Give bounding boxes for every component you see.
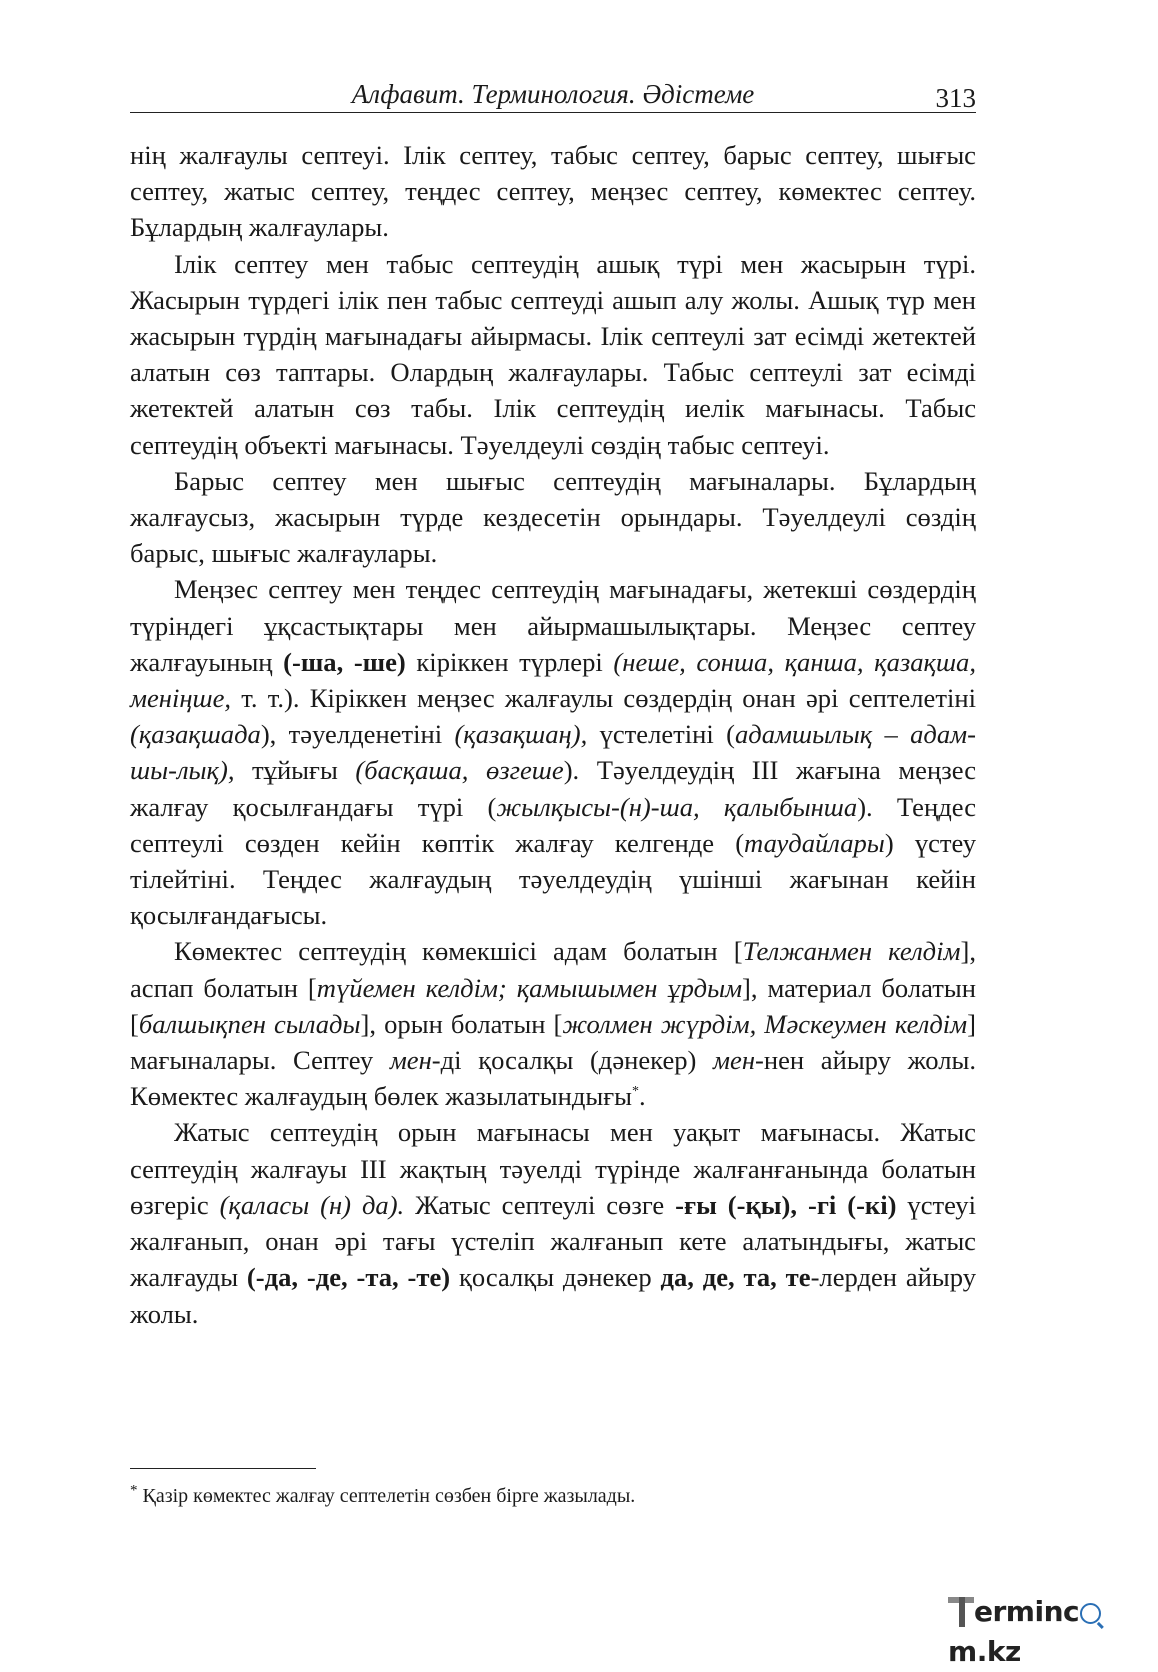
text-run: ). Тәуелдеудің ІІІ жағына меңзес жалғау қосылғандағы түрі (	[130, 755, 976, 822]
body-paragraph	[130, 463, 976, 572]
text-run: қосалқы дәнекер	[450, 1262, 661, 1293]
text-run: т. т.). Кіріккен меңзес жалғаулы сөздердің онан әрі септелетіні	[231, 683, 976, 714]
text-run: үстеуі жалғанып, онан әрі тағы үстеліп жалғанып кете алатындығы, жатыс жалғауды	[130, 1189, 976, 1293]
text-run: (-ша, -ше)	[283, 646, 406, 677]
text-run: Меңзес септеу мен теңдес септеудің мағынадағы, жетекші сөздердің түріндегі ұқсастықтары мен айырмашылықтары. Меңзес септеу жалғауының	[130, 574, 976, 677]
body-paragraph	[130, 933, 976, 1114]
text-run: ) үстеу тілейтіні. Теңдес жалғаудың тәуелдеудің үшінші жағынан кейін қосылғандағысы.	[130, 827, 976, 931]
body-text	[130, 137, 976, 1332]
text-run: (неше, сонша, қанша, қазақша, меніңше,	[130, 646, 976, 714]
text-run: Жатыс септеулі сөзге	[404, 1189, 676, 1220]
text-run: (қазақшаң),	[454, 719, 588, 750]
text-run: ], материал болатын [	[130, 972, 976, 1039]
watermark-text: ermincm	[948, 1595, 1102, 1668]
text-run: -ді қосалқы (дәнекер)	[431, 1045, 714, 1076]
footnote-reference: *	[632, 1084, 640, 1100]
text-run: мен	[389, 1045, 432, 1076]
text-run: Телжанмен келдім	[742, 936, 961, 967]
text-run: балшықпен сылады	[138, 1008, 361, 1039]
text-run: .	[639, 1081, 646, 1112]
body-paragraph	[130, 571, 976, 933]
footnote-marker: *	[130, 1482, 138, 1499]
text-run: Жатыс септеудің орын мағынасы мен уақыт мағынасы. Жатыс септеудің жалғауы ІІІ жақтың тәуелді түрінде жалғанғанында болатын өзгеріс	[130, 1117, 976, 1220]
footnote-rule	[130, 1468, 316, 1469]
text-run: нің жалғаулы септеуі. Ілік септеу, табыс септеу, барыс септеу, шығыс септеу, жатыс септеу, теңдес септеу, меңзес септеу, көмектес септеу. Бұлардың жалғаулары.	[130, 140, 976, 243]
text-run: (қаласы (н) да).	[219, 1189, 405, 1220]
text-run: (басқаша, өзгеше	[355, 755, 564, 786]
watermark-t-icon	[948, 1593, 974, 1627]
text-run: Ілік септеу мен табыс септеудің ашық түрі мен жасырын түрі. Жасырын түрдегі ілік пен табыс септеуді ашып алу жолы. Ашық түр мен жасырын түрдің мағынадағы айырмасы. Ілік септеулі зат есімді жетектей алатын сөз таптары. Олардың жалғаулары. Табыс септеулі зат есімді жетектей алатын сөз табы. Ілік септеудің иелік мағынасы. Табыс септеудің объекті мағынасы. Тәуелдеулі сөздің табыс септеуі.	[130, 248, 976, 460]
text-run: ), тәуелденетіні	[260, 719, 455, 750]
body-paragraph	[130, 1114, 976, 1331]
watermark-magnifier-icon	[1080, 1603, 1101, 1624]
text-run: да, де, та, те	[660, 1262, 811, 1293]
text-run: жылқысы-(н)-ша, қалыбынша	[496, 791, 858, 822]
text-run: Барыс септеу мен шығыс септеудің мағыналары. Бұлардың жалғаусыз, жасырын түрде кездесетін орындары. Тәуелдеулі сөздің барыс, шығыс жалғаулары.	[130, 465, 976, 569]
text-run: ], аспап болатын [	[130, 936, 976, 1003]
text-run: ] мағыналары. Септеу	[130, 1008, 977, 1076]
running-title: Алфавит. Терминология. Әдістеме	[351, 79, 755, 109]
page-number: 313	[935, 83, 976, 113]
text-run: түйемен келдім; қамышымен ұрдым	[316, 972, 743, 1003]
text-run: таудайлары	[744, 827, 885, 858]
footnote-text: Қазір көмектес жалғау септелетін сөзбен бірге жазылады.	[137, 1485, 636, 1507]
text-run: кіріккен түрлері	[405, 646, 614, 677]
text-run: ). Теңдес септеулі сөзден кейін көптік жалғау келгенде (	[130, 791, 976, 858]
running-header	[130, 76, 976, 113]
text-run: мен	[713, 1045, 756, 1076]
text-run: ], орын болатын [	[360, 1008, 563, 1039]
text-run: -нен айыру жолы. Көмектес жалғаудың бөлек жазылатындығы	[130, 1045, 977, 1112]
text-run: (-да, -де, -та, -те)	[246, 1262, 451, 1293]
footnote	[130, 1482, 635, 1510]
body-paragraph	[130, 246, 976, 463]
body-paragraph	[130, 137, 976, 246]
text-run: -лерден айыру жолы.	[130, 1262, 977, 1329]
text-run: Көмектес септеудің көмекшісі адам болатын [	[174, 936, 743, 967]
watermark-domain: .kz	[976, 1635, 1021, 1668]
text-run: -ғы (-қы), -гі (-кі)	[675, 1189, 897, 1220]
text-run: жолмен жүрдім, Мәскеумен келдім	[562, 1008, 968, 1039]
text-run: (қазақшада	[130, 719, 261, 750]
text-run: тұйығы	[234, 755, 356, 786]
text-run: адамшылық – адам-шы-лық),	[130, 719, 976, 786]
watermark-logo	[948, 1592, 1158, 1668]
text-run: үстелетіні (	[587, 719, 735, 750]
